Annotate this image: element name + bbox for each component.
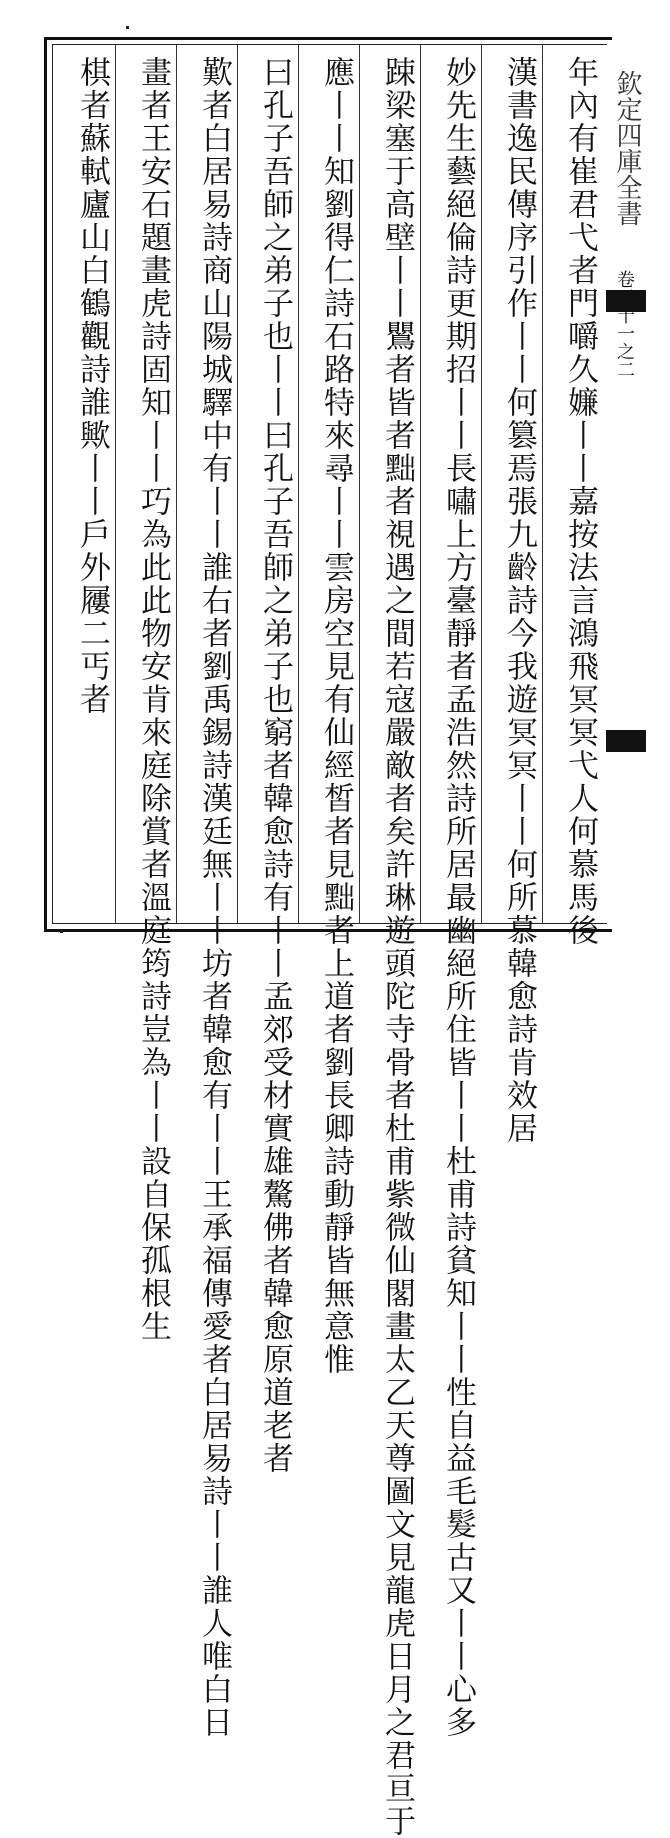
- column-text: 棋者蘇軾廬山白鶴觀詩誰歟丨丨戶外屨二丐者: [74, 56, 110, 716]
- text-column-2: [495, 56, 543, 1145]
- column-text: 年內有崔君弋者門嚼久嬚丨丨嘉按法言鴻飛冥冥弋人何慕馬後: [562, 56, 598, 947]
- column-text: 妙先生藝絕倫詩更期招丨丨長嘯上方臺靜者孟浩然詩所居最幽絕所住皆丨丨杜甫詩貧知丨丨性自益毛髮古又丨丨心多: [440, 56, 476, 1739]
- column-text: 漢書逸民傳序引作丨丨何篡焉張九齡詩今我遊冥冥丨丨何所慕韓愈詩肯效居: [501, 56, 537, 1145]
- text-column-5: [312, 56, 360, 1376]
- column-text: 踈梁塞于高壁丨丨鸎者皆者黜者視遇之間若寇嚴敵者矣許琳遊頭陀寺骨者杜甫紫微仙閣畫太乙天尊圖文見龍虎日月之君亘于: [379, 56, 415, 1838]
- column-text: 歎者白居易詩商山陽城驛中有丨丨誰右者劉禹錫詩漢廷無丨丨坊者韓愈有丨丨王承福傳愛者白居易詩丨丨誰人唯白日: [196, 56, 232, 1739]
- scan-speck: [126, 26, 129, 29]
- text-column-1: [556, 56, 604, 947]
- text-column-7: [190, 56, 238, 1739]
- fish-tail-bottom: [606, 730, 646, 752]
- column-text: 畫者王安石題畫虎詩固知丨丨巧為此此物安肯來庭除賞者溫庭筠詩豈為丨丨設自保孤根生: [135, 56, 171, 1343]
- margin-label: [612, 270, 652, 690]
- text-column-8: [129, 56, 177, 1343]
- margin-label-text: 卷五十一之二: [614, 270, 635, 378]
- text-column-3: [434, 56, 482, 1739]
- text-column-9: [68, 56, 116, 916]
- column-text: 應丨丨知劉得仁詩石路特來尋丨丨雲房空見有仙經皙者見黜者上道者劉長卿詩動靜皆無意惟: [318, 56, 354, 1376]
- column-text: 曰孔子吾師之弟子也丨丨曰孔子吾師之弟子也窮者韓愈詩有丨丨孟郊受材實雄驁佛者韓愈原道老者: [257, 56, 293, 1475]
- scan-speck: [60, 930, 63, 933]
- text-column-4: [373, 56, 421, 1838]
- text-column-6: [251, 56, 299, 1475]
- edge-title-text: 欽定四庫全書: [612, 70, 642, 226]
- edge-title: [612, 70, 652, 270]
